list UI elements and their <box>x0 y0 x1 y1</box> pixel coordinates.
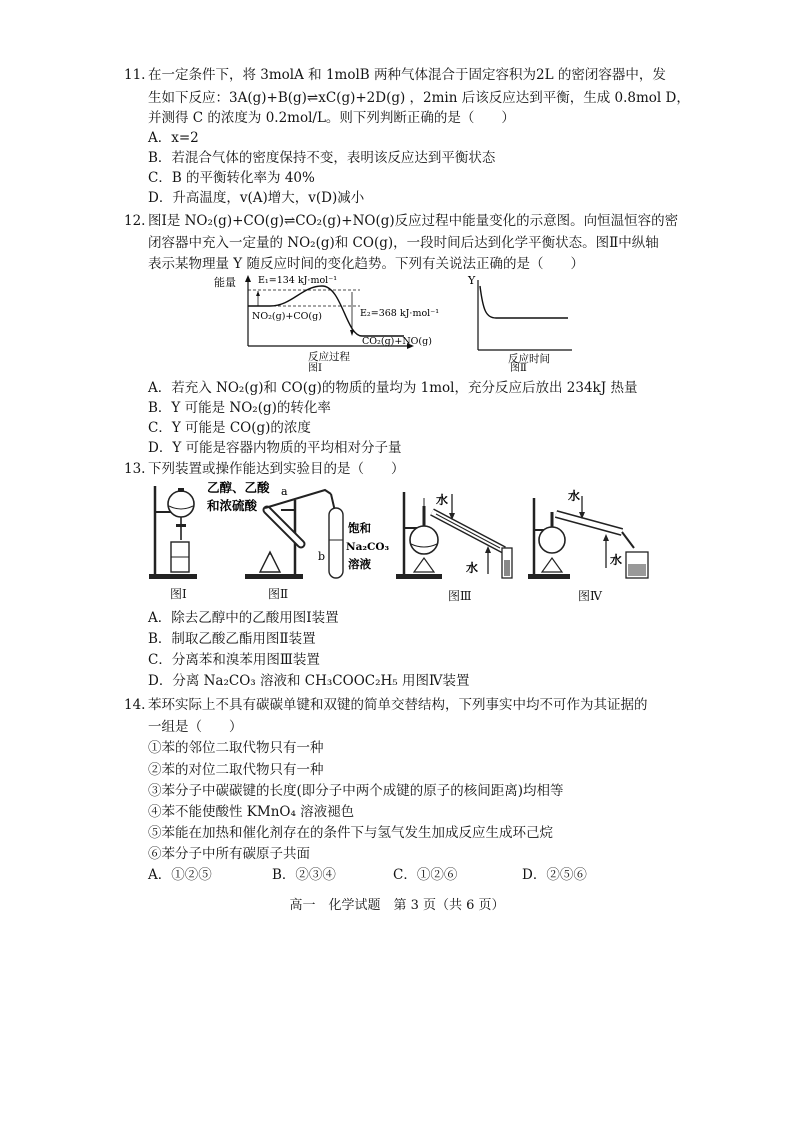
q12-number: 12. <box>124 213 146 229</box>
saturated-solution-line-2: Na₂CO₃ <box>346 541 390 553</box>
q14-statement-4: ④苯不能使酸性 KMnO₄ 溶液褪色 <box>148 804 355 820</box>
saturated-solution-line-1: 饱和 <box>348 521 371 535</box>
fig2-y-label: Y <box>468 274 476 287</box>
fig2-x-label: 反应时间 <box>508 353 550 365</box>
q12-stem-line-2: 闭容器中充入一定量的 NO₂(g)和 CO(g)，一段时间后达到化学平衡状态。图Ⅱ中纵轴 <box>148 235 659 251</box>
apparatus-3-caption: 图Ⅲ <box>448 589 472 603</box>
reagents-label-line-2: 和浓硫酸 <box>207 498 258 513</box>
q14-statement-2: ②苯的对位二取代物只有一种 <box>148 762 324 778</box>
q14-statement-1: ①苯的邻位二取代物只有一种 <box>148 740 324 756</box>
water-label-out-2: 水 <box>610 553 623 567</box>
saturated-solution-line-3: 溶液 <box>348 557 371 571</box>
q13-option-c: C．分离苯和溴苯用图Ⅲ装置 <box>148 652 320 668</box>
q12-stem-line-1: 图Ⅰ是 NO₂(g)+CO(g)⇌CO₂(g)+NO(g)反应过程中能量变化的示意图。向恒温恒容的密 <box>148 213 679 229</box>
q14-stem-line-1: 苯环实际上不具有碳碳单键和双键的简单交替结构，下列事实中均不可作为其证据的 <box>148 697 648 713</box>
apparatus-2-caption: 图Ⅱ <box>268 587 289 601</box>
fig1-products-label: CO₂(g)+NO(g) <box>362 336 432 347</box>
fig1-caption: 图Ⅰ <box>308 363 322 374</box>
q11-stem-line-2: 生如下反应：3A(g)+B(g)⇌xC(g)+2D(g) ，2min 后该反应达到平衡，生成 0.8mol D， <box>148 90 690 106</box>
q14-statement-6: ⑥苯分子中所有碳原子共面 <box>148 846 310 862</box>
water-label-out: 水 <box>466 561 479 575</box>
reagents-label-line-1: 乙醇、乙酸 <box>207 480 270 495</box>
q12-option-a: A．若充入 NO₂(g)和 CO(g)的物质的量均为 1mol，充分反应后放出 234kJ 热量 <box>148 380 638 396</box>
q12-option-b: B．Y 可能是 NO₂(g)的转化率 <box>148 400 331 416</box>
q14-number: 14. <box>124 697 146 713</box>
water-label-in-2: 水 <box>568 489 581 503</box>
q11-option-c: C．B 的平衡转化率为 40% <box>148 170 315 186</box>
q13-stem-line-1: 下列装置或操作能达到实验目的是（ ） <box>148 461 405 477</box>
q13-option-b: B．制取乙酸乙酯用图Ⅱ装置 <box>148 631 316 647</box>
q14-statement-5: ⑤苯能在加热和催化剂存在的条件下与氢气发生加成反应生成环己烷 <box>148 825 553 841</box>
apparatus-4-distillation <box>522 488 652 582</box>
apparatus-2-ester-preparation <box>205 480 390 582</box>
q14-option-a: A．①②⑤ <box>148 867 212 883</box>
y-vs-time-figure-2 <box>468 272 578 372</box>
apparatus-3-distillation <box>392 488 522 582</box>
fig2-curve <box>480 286 568 318</box>
q12-stem-line-3: 表示某物理量 Y 随反应时间的变化趋势。下列有关说法正确的是（ ） <box>148 256 584 272</box>
q11-stem-line-1: 在一定条件下，将 3molA 和 1molB 两种气体混合于固定容积为2L 的密闭容器中，发 <box>148 67 666 83</box>
fig1-y-label: 能量 <box>214 276 236 289</box>
fig1-reactants-label: NO₂(g)+CO(g) <box>252 311 322 322</box>
q11-option-d: D．升高温度，v(A)增大，v(D)减小 <box>148 190 365 206</box>
fig2-caption: 图Ⅱ <box>510 363 527 374</box>
water-label-in: 水 <box>436 493 449 507</box>
q11-option-b: B．若混合气体的密度保持不变，表明该反应达到平衡状态 <box>148 150 496 166</box>
fig1-e2-label: E₂=368 kJ·mol⁻¹ <box>360 308 440 319</box>
q14-option-b: B．②③④ <box>272 867 336 883</box>
q13-option-a: A．除去乙醇中的乙酸用图Ⅰ装置 <box>148 610 339 626</box>
q11-number: 11. <box>124 67 146 83</box>
tube-label-a: a <box>281 485 288 498</box>
q12-option-d: D．Y 可能是容器内物质的平均相对分子量 <box>148 440 402 456</box>
energy-profile-figure-1 <box>212 272 462 372</box>
q13-option-d: D．分离 Na₂CO₃ 溶液和 CH₃COOC₂H₅ 用图Ⅳ装置 <box>148 673 470 689</box>
q14-stem-line-2: 一组是（ ） <box>148 719 243 735</box>
apparatus-1-separatory-funnel <box>145 482 205 582</box>
apparatus-1-caption: 图Ⅰ <box>170 587 187 601</box>
apparatus-4-caption: 图Ⅳ <box>578 589 602 603</box>
q14-statement-3: ③苯分子中碳碳键的长度(即分子中两个成键的原子的核间距离)均相等 <box>148 783 564 799</box>
tube-label-b: b <box>318 550 326 563</box>
q11-option-a: A．x=2 <box>148 130 199 146</box>
q13-number: 13. <box>124 461 146 477</box>
fig1-x-label: 反应过程 <box>308 351 350 363</box>
fig1-e1-label: E₁=134 kJ·mol⁻¹ <box>258 275 338 286</box>
page-footer: 高一 化学试题 第 3 页（共 6 页） <box>289 898 505 913</box>
q12-option-c: C．Y 可能是 CO(g)的浓度 <box>148 420 311 436</box>
q11-stem-line-3: 并测得 C 的浓度为 0.2mol/L。则下列判断正确的是（ ） <box>148 110 515 126</box>
q14-option-c: C．①②⑥ <box>393 867 458 883</box>
q14-option-d: D．②⑤⑥ <box>522 867 587 883</box>
